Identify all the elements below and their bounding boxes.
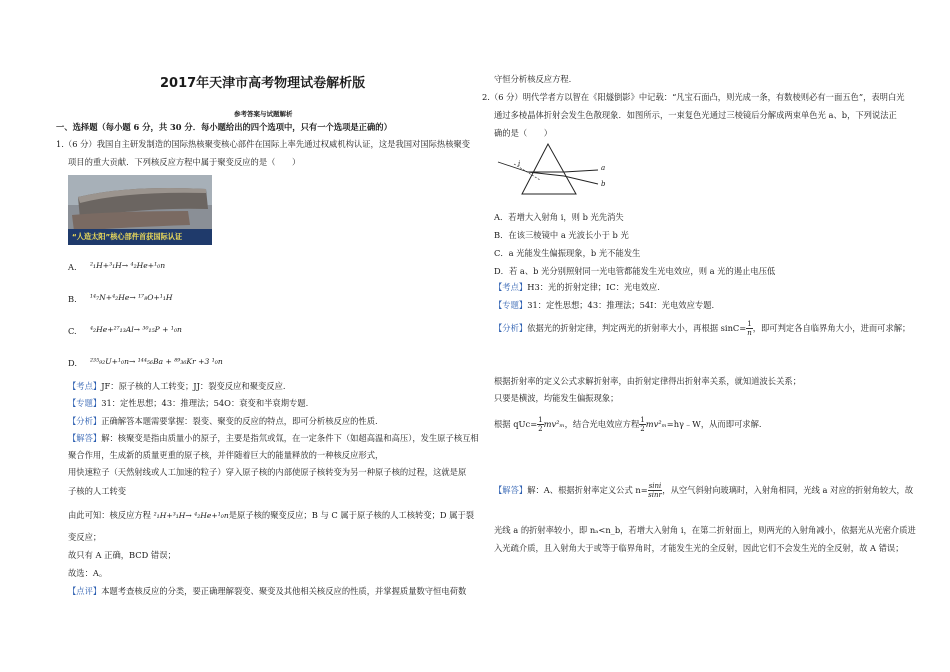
zhuanti-line: 【专题】31：定性思想；43：推理法；54O：衰变和半衰期专题. [68, 398, 309, 408]
fraction-1-over-n: $\frac{1}{n}$ [747, 320, 752, 337]
fraction-half-1: $\frac{1}{2}$ [538, 416, 543, 433]
jieda-line6: 变反应； [68, 532, 102, 542]
dianping-line: 【点评】本题考查核反应的分类，要正确理解裂变、聚变及其他相关核反应的性质，并掌握质量数守恒电荷数 [68, 586, 467, 596]
option-c-label: C. [68, 326, 77, 336]
q2-jieda-line2: 光线 a 的折射率较小，即 nₐ<n_b，若增大入射角 i，在第二折射面上，则两光的入射角减小，依据光从光密介质进 [494, 525, 916, 535]
fraction-half-2: $\frac{1}{2}$ [640, 416, 645, 433]
option-a-formula: ²₁H+³₁H→ ⁴₂He+¹₀n [90, 261, 166, 270]
option-d-formula: ²³⁵₉₂U+¹₀n→ ¹⁴⁴₅₆Ba + ⁸⁹₃₆Kr +3 ¹₀n [90, 357, 223, 366]
q2-kaodian: 【考点】H3：光的折射定律；IC：光电效应. [494, 282, 660, 292]
q1-line1: 1.（6 分）我国自主研发制造的国际热核聚变核心部件在国际上率先通过权威机构认证，这是我国对国际热核聚变 [56, 139, 471, 149]
q2-option-b: B．在该三棱镜中 a 光波长小于 b 光 [494, 230, 629, 240]
ray-a-label: a [601, 164, 606, 172]
prism-figure [494, 142, 614, 198]
q1-continued: 守恒分析核反应方程. [494, 74, 572, 84]
option-b-formula: ¹⁴₇N+⁴₂He→ ¹⁷₈O+¹₁H [90, 293, 173, 302]
option-c-formula: ⁴₂He+²⁷₁₃Al→ ³⁰₁₅P + ¹₀n [90, 325, 182, 334]
q2-analysis-line3: 根据 qUc= $\frac{1}{2}$ mv²ₘ，结合光电效应方程 $\frac{1}{2}$ mv²ₘ=hγ﹣W，从而即可求解. [494, 416, 762, 433]
option-a-label: A. [68, 262, 77, 272]
option-b-label: B. [68, 294, 77, 304]
reactor-photo [68, 175, 212, 245]
q2-line2: 通过多棱晶体折射会发生色散现象．如图所示，一束复色光通过三棱镜后分解成两束单色光 a、b，下列说法正 [494, 110, 897, 120]
jieda-line8: 故选：A。 [68, 568, 108, 578]
q2-line1: 2.（6 分）明代学者方以智在《阳燧倒影》中记载：“凡宝石面凸，则光成一条，有数棱则必有一面五色”，表明白光 [482, 92, 905, 102]
q2-option-d: D．若 a、b 光分别照射同一光电管都能发生光电效应，则 a 光的遏止电压低 [494, 266, 776, 276]
angle-i-label: i [518, 160, 521, 168]
q2-fenxi: 【分析】依据光的折射定律，判定两光的折射率大小，再根据 sinC= $\frac{1}{n}$ ，即可判定各自临界角大小，进而可求解； [494, 320, 911, 337]
q2-line3: 确的是（ ） [494, 128, 553, 138]
q2-analysis-line1: 根据折射率的定义公式求解折射率，由折射定律得出折射率关系，就知道波长关系； [494, 376, 801, 386]
q2-option-a: A．若增大入射角 i，则 b 光先消失 [494, 212, 624, 222]
jieda-line2: 聚合作用，生成新的质量更重的原子核，并伴随着巨大的能量释放的一种核反应形式， [68, 450, 384, 460]
ray-b-label: b [601, 180, 606, 188]
fraction-sini-sinr: $\frac{\sin i}{\sin r}$ [648, 482, 662, 499]
subtitle: 参考答案与试题解析 [234, 110, 293, 118]
section-heading: 一、选择题（每小题 6 分，共 30 分．每小题给出的四个选项中，只有一个选项是正确的） [56, 122, 392, 132]
photo-caption: “人造太阳”核心部件首获国际认证 [72, 232, 183, 241]
q2-jieda-line3: 入光疏介质，且入射角大于或等于临界角时，才能发生光的全反射，因此它们不会发生光的全反射，故 A 错误； [494, 543, 904, 553]
jieda-line1: 【解答】解：核聚变是指由质量小的原子，主要是指氘或氚，在一定条件下（如超高温和高压），发生原子核互相 [68, 433, 479, 443]
option-d-label: D. [68, 358, 77, 368]
jieda-line7: 故只有 A 正确，BCD 错误； [68, 550, 176, 560]
jieda-line4: 子核的人工转变 [68, 486, 127, 496]
q2-zhuanti: 【专题】31：定性思想；43：推理法；54I：光电效应专题. [494, 300, 715, 310]
q2-option-c: C．a 光能发生偏振现象，b 光不能发生 [494, 248, 641, 258]
q1-line2: 项目的重大贡献．下列核反应方程中属于聚变反应的是（ ） [68, 157, 301, 167]
kaodian-line: 【考点】JF：原子核的人工转变；JJ：裂变反应和聚变反应. [68, 381, 286, 391]
q2-analysis-line2: 只要是横波，均能发生偏振现象； [494, 393, 619, 403]
fenxi-line: 【分析】正确解答本题需要掌握：裂变、聚变的反应的特点，即可分析核反应的性质. [68, 416, 378, 426]
jieda-line5: 由此可知：核反应方程 ²₁H+³₁H→ ⁴₂He+¹₀n是原子核的聚变反应；B 与 C 属于原子核的人工核转变；D 属于裂 [68, 510, 475, 520]
page-title: 2017年天津市高考物理试卷解析版 [160, 76, 366, 91]
prism-diagram [494, 142, 614, 198]
jieda-line3: 用快速粒子（天然射线或人工加速的粒子）穿入原子核的内部使原子核转变为另一种原子核的过程，这就是原 [68, 467, 467, 477]
q2-jieda-line1: 【解答】解：A、根据折射率定义公式 n= $\frac{\sin i}{\sin r}$ ，从空气斜射向玻璃时，入射角相同，光线 a 对应的折射角较大，故 [494, 482, 914, 499]
